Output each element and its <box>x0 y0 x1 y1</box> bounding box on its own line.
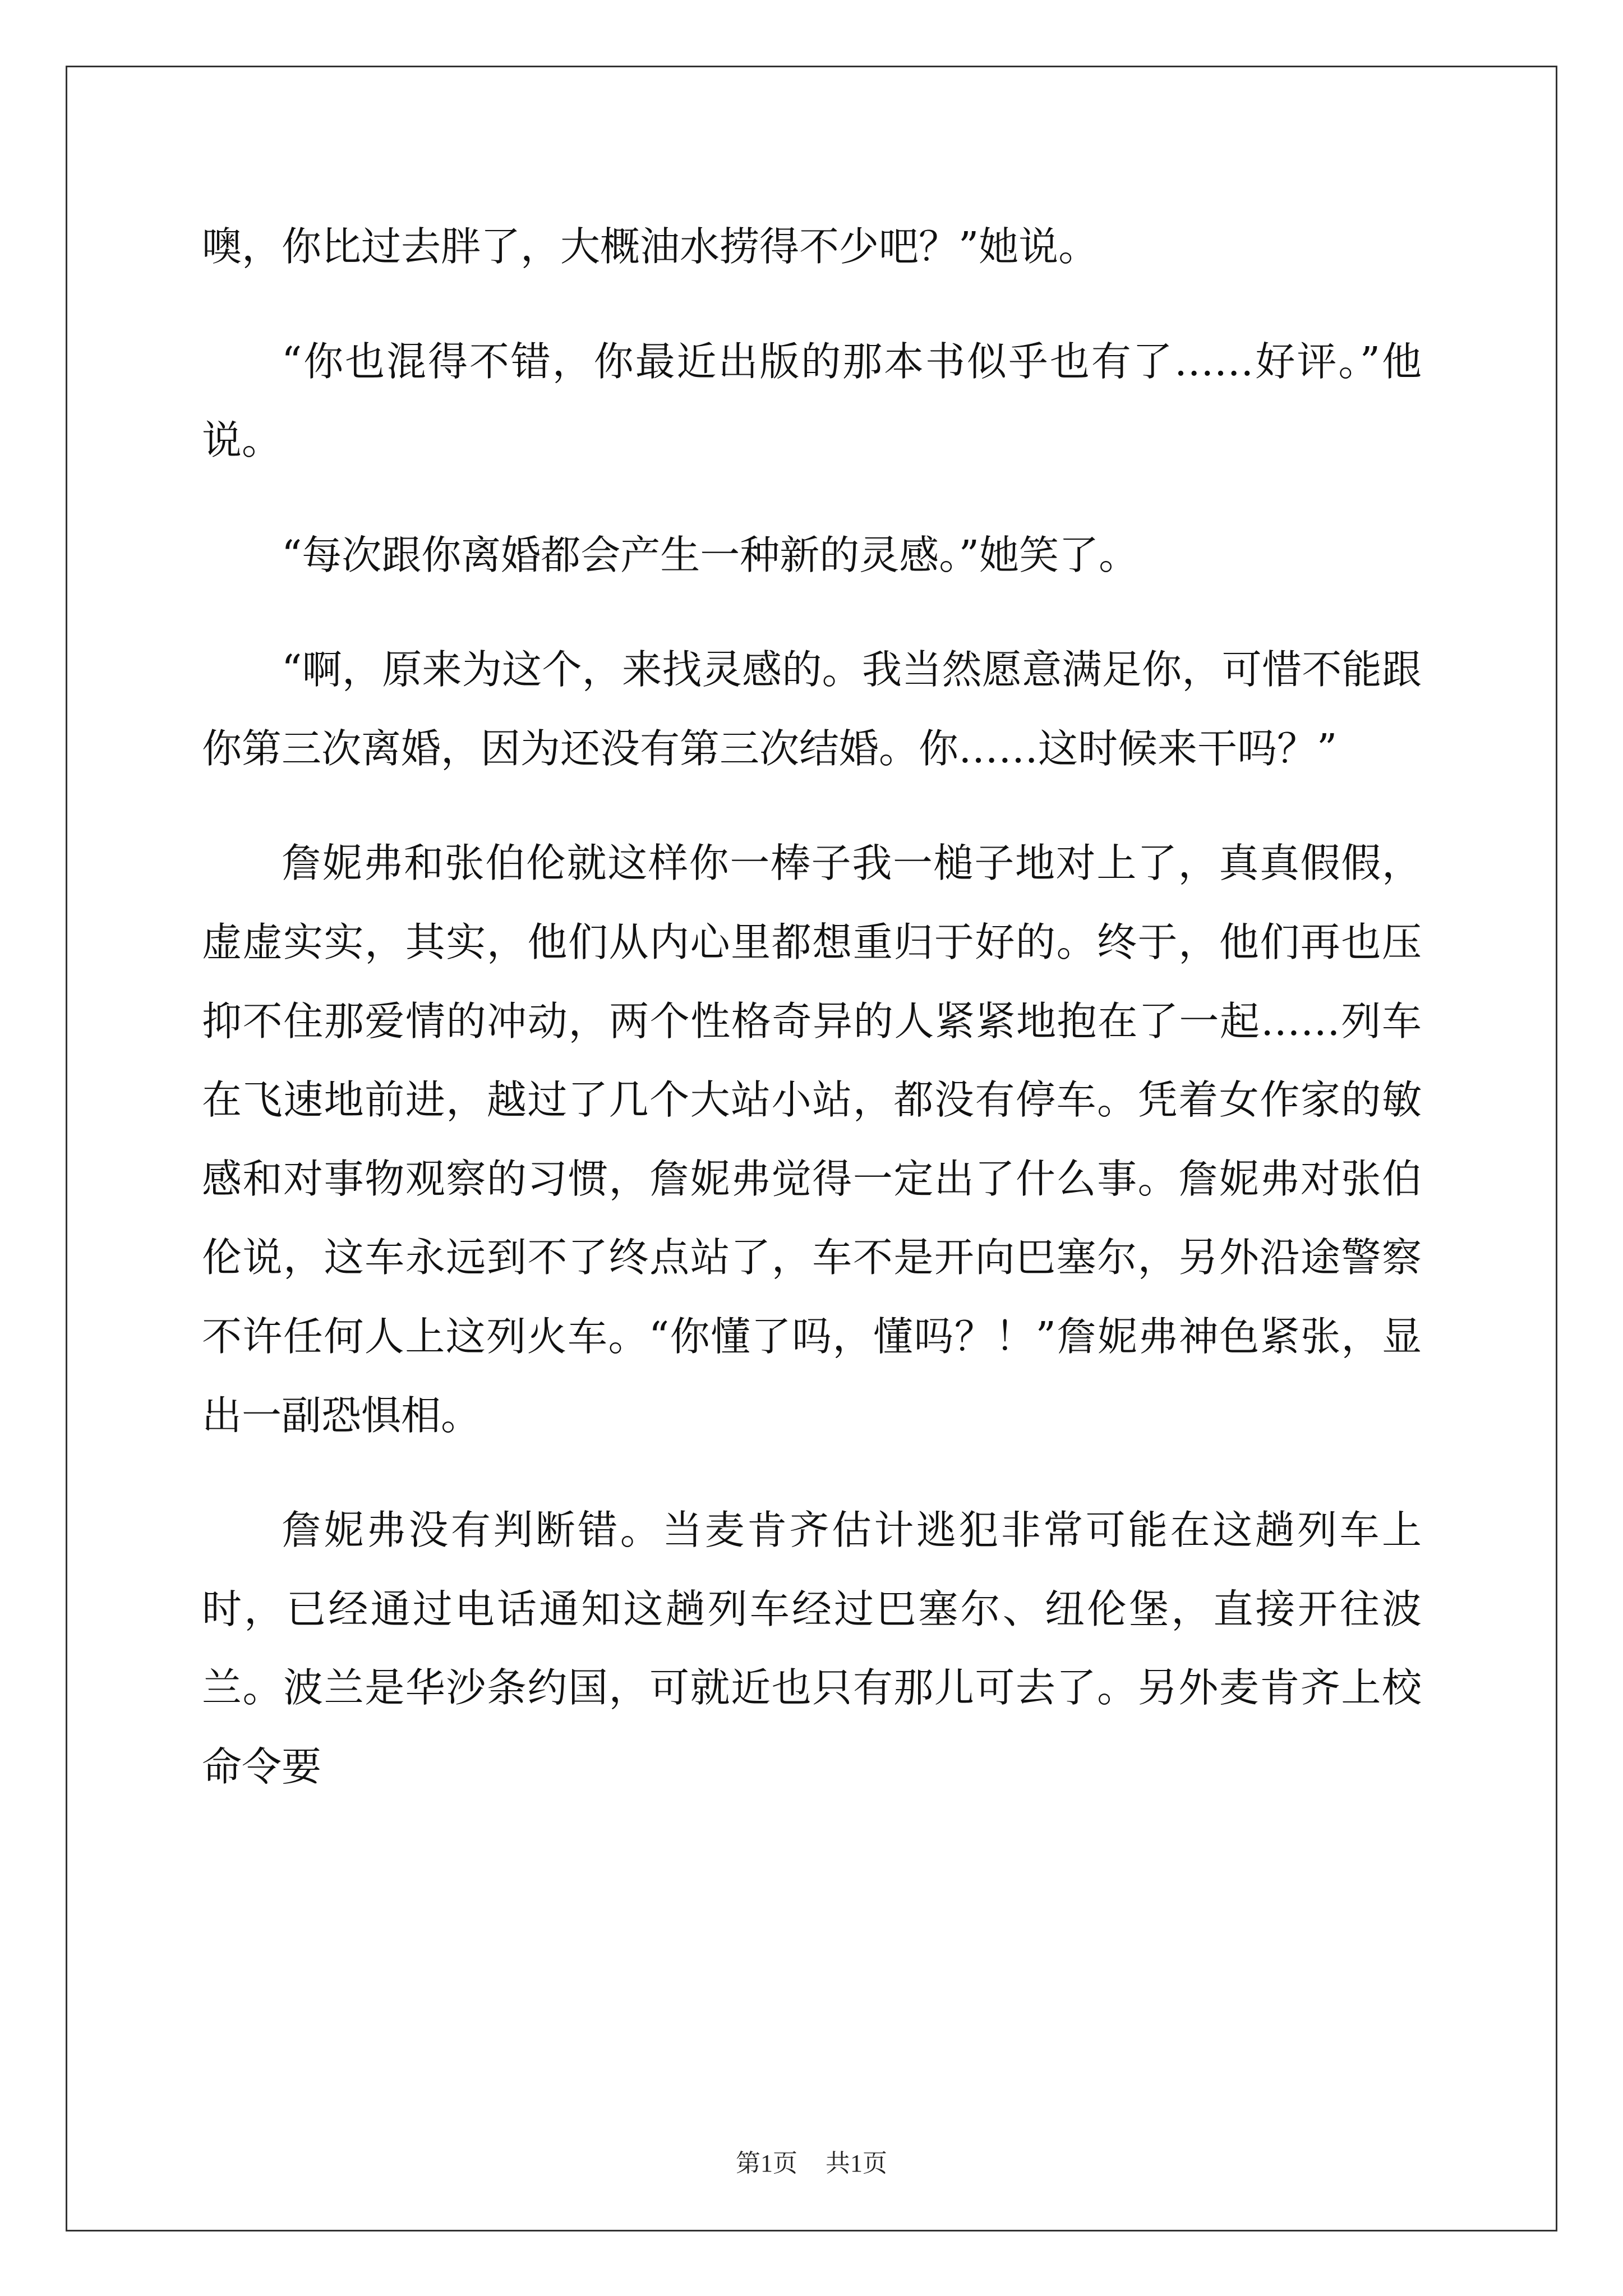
page-number: 第1页 <box>736 2150 797 2177</box>
paragraph-2: “你也混得不错，你最近出版的那本书似乎也有了……好评。”他说。 <box>202 338 1422 464</box>
paragraph-6: 詹妮弗没有判断错。当麦肯齐估计逃犯非常可能在这趟列车上时，已经通过电话通知这趟列车经过巴塞尔、纽伦堡，直接开往波兰。波兰是华沙条约国，可就近也只有那儿可去了。另外麦肯齐上校命令要 <box>202 1507 1422 1790</box>
document-body <box>202 208 1422 1842</box>
page-footer <box>0 2143 1623 2179</box>
paragraph-5: 詹妮弗和张伯伦就这样你一棒子我一槌子地对上了，真真假假，虚虚实实，其实，他们从内心里都想重归于好的。终于，他们再也压抑不住那爱情的冲动，两个性格奇异的人紧紧地抱在了一起……列车在飞速地前进，越过了几个大站小站，都没有停车。凭着女作家的敏感和对事物观察的习惯，詹妮弗觉得一定出了什么事。詹妮弗对张伯伦说，这车永远到不了终点站了，车不是开向巴塞尔，另外沿途警察不许任何人上这列火车。“你懂了吗，懂吗？！”詹妮弗神色紧张，显出一副恐惧相。 <box>202 840 1422 1439</box>
page-total: 共1页 <box>826 2150 887 2177</box>
paragraph-1: 噢，你比过去胖了，大概油水捞得不少吧？”她说。 <box>202 223 1099 270</box>
paragraph-3: “每次跟你离婚都会产生一种新的灵感。”她笑了。 <box>282 531 1139 578</box>
paragraph-4: “啊，原来为这个，来找灵感的。我当然愿意满足你，可惜不能跟你第三次离婚，因为还没有第三次结婚。你……这时候来干吗？” <box>202 646 1422 772</box>
